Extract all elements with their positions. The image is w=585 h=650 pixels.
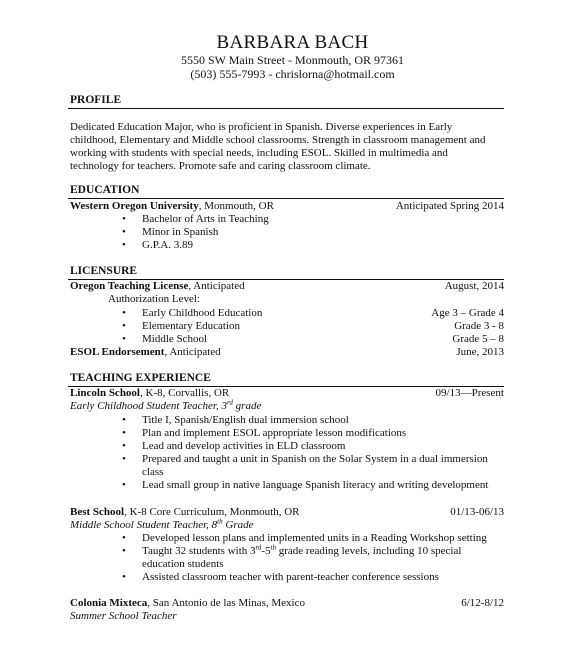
education-item: Bachelor of Arts in Teaching — [142, 213, 269, 225]
bullet-icon: • — [122, 320, 126, 332]
bullet-icon: • — [122, 571, 126, 583]
profile-rule — [68, 108, 504, 109]
job-dates: 01/13-06/13 — [450, 506, 504, 518]
contact-info: (503) 555-7993 - chrislorna@hotmail.com — [190, 67, 395, 81]
job-line — [70, 597, 504, 610]
job-role-text: Grade — [222, 519, 254, 531]
address: 5550 SW Main Street - Monmouth, OR 97361 — [180, 53, 405, 67]
profile-line: Dedicated Education Major, who is proficient in Spanish. Diverse experiences in Early — [70, 121, 453, 133]
job-role-text: Early Childhood Student Teacher, 3 — [70, 400, 227, 412]
bullet-icon: • — [122, 440, 126, 452]
esol-status: , Anticipated — [164, 346, 221, 358]
job-role-sup: rd — [226, 398, 233, 407]
education-rule — [68, 198, 504, 199]
job-bullet: Assisted classroom teacher with parent-teacher conference sessions — [142, 571, 439, 583]
license-date: August, 2014 — [444, 280, 504, 292]
authorization-label: Authorization Level: — [108, 293, 200, 305]
job-school: Colonia Mixteca — [70, 597, 148, 609]
graduation-date: Anticipated Spring 2014 — [395, 200, 504, 212]
job-line — [70, 506, 504, 519]
education-school-line — [70, 200, 504, 213]
job-bullet: Prepared and taught a unit in Spanish on the Solar System in a dual immersion — [142, 453, 488, 465]
job-school: Best School — [70, 506, 125, 518]
bullet-icon: • — [122, 213, 126, 225]
job-role-text: grade — [232, 400, 262, 412]
education-heading: EDUCATION — [70, 184, 140, 196]
esol-date: June, 2013 — [456, 346, 504, 358]
job-bullet-continued: education students — [142, 558, 224, 570]
job-role — [70, 400, 504, 413]
experience-heading: TEACHING EXPERIENCE — [70, 372, 211, 384]
bullet-icon: • — [122, 239, 126, 251]
job-dates: 09/13—Present — [435, 387, 504, 399]
license-name: Oregon Teaching License — [70, 280, 189, 292]
profile-line: technology for teachers. Promote safe and caring classroom climate. — [70, 160, 371, 172]
job-bullet: Developed lesson plans and implemented units in a Reading Workshop setting — [142, 532, 487, 544]
job-details: , K-8, Corvallis, OR — [140, 387, 230, 399]
job-role: Summer School Teacher — [70, 610, 177, 622]
job-role — [70, 519, 504, 532]
authorization-range: Grade 5 – 8 — [452, 333, 504, 345]
job-bullet — [142, 545, 461, 558]
authorization-item: Early Childhood Education — [142, 307, 263, 319]
bullet-icon: • — [122, 479, 126, 491]
school-name: Western Oregon University — [70, 200, 199, 212]
authorization-item: Elementary Education — [142, 320, 241, 332]
job-line — [70, 387, 504, 400]
job-role-text: Middle School Student Teacher, 8 — [70, 519, 218, 531]
profile-heading: PROFILE — [70, 94, 122, 106]
bullet-icon: • — [122, 427, 126, 439]
job-dates: 6/12-8/12 — [461, 597, 504, 609]
authorization-range: Grade 3 - 8 — [454, 320, 504, 332]
job-bullet-text: -5 — [261, 545, 271, 557]
bullet-icon: • — [122, 545, 126, 557]
job-role-sup: th — [217, 517, 223, 526]
job-school: Lincoln School — [70, 387, 140, 399]
job-bullet: Lead and develop activities in ELD classroom — [142, 440, 346, 452]
profile-text — [70, 121, 500, 173]
license-line — [70, 280, 504, 293]
job-bullet-continued: class — [142, 466, 164, 478]
esol-name: ESOL Endorsement — [70, 346, 165, 358]
authorization-range: Age 3 – Grade 4 — [431, 307, 504, 319]
authorization-item: Middle School — [142, 333, 208, 345]
bullet-icon: • — [122, 532, 126, 544]
profile-line: childhood, Elementary and Middle school classrooms. Strength in classroom management and — [70, 134, 486, 146]
esol-line — [70, 346, 504, 359]
license-status: , Anticipated — [188, 280, 245, 292]
job-details: , K-8 Core Curriculum, Monmouth, OR — [124, 506, 300, 518]
job-bullet: Plan and implement ESOL appropriate lesson modifications — [142, 427, 407, 439]
job-bullet: Title I, Spanish/English dual immersion school — [142, 414, 349, 426]
job-bullet: Lead small group in native language Spanish literacy and writing development — [142, 479, 489, 491]
education-item: Minor in Spanish — [142, 226, 219, 238]
licensure-heading: LICENSURE — [70, 265, 138, 277]
resume-name: BARBARA BACH — [216, 32, 369, 53]
job-details: , San Antonio de las Minas, Mexico — [147, 597, 305, 609]
bullet-icon: • — [122, 226, 126, 238]
job-bullet-sup: th — [270, 543, 276, 552]
profile-line: working with students with special needs, including ESOL. Skilled in multimedia and — [70, 147, 448, 159]
bullet-icon: • — [122, 453, 126, 465]
job-bullet-text: grade reading levels, including 10 special — [275, 545, 462, 557]
bullet-icon: • — [122, 414, 126, 426]
job-bullet-text: Taught 32 students with 3 — [142, 545, 256, 557]
education-item: G.P.A. 3.89 — [142, 239, 194, 251]
school-location: , Monmouth, OR — [198, 200, 274, 212]
bullet-icon: • — [122, 333, 126, 345]
bullet-icon: • — [122, 307, 126, 319]
job-bullet-sup: rd — [255, 543, 262, 552]
